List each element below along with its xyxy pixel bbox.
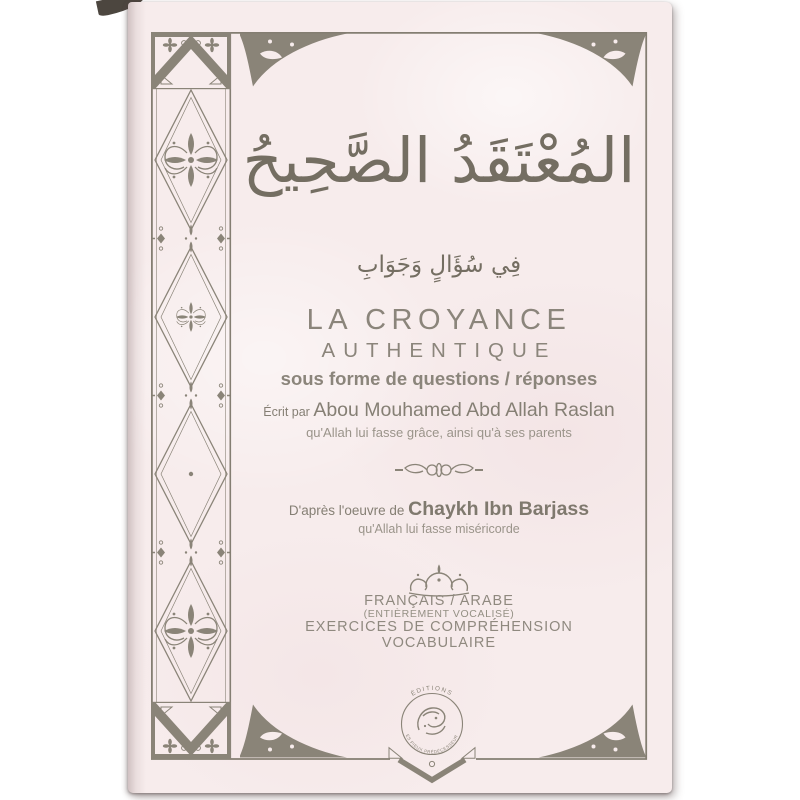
book-cover	[128, 2, 672, 793]
source-prefix: D'après l'oeuvre de	[288, 503, 409, 518]
source-line	[231, 498, 647, 521]
author-name: Abou Mouhamed Abd Allah Raslan	[313, 399, 615, 421]
author-prefix: Écrit par	[263, 405, 314, 419]
arabic-subtitle: فِي سُؤَالٍ وَجَوَابِ	[356, 252, 522, 278]
publisher-logo-top-text: ÉDITIONS	[409, 684, 455, 698]
arabic-title: المُعْتَقَدُ الصَّحِيحُ	[242, 124, 636, 197]
title-line-2: AUTHENTIQUE	[321, 339, 557, 362]
title-line-1: LA CROYANCE	[306, 304, 572, 336]
subtitle: sous forme de questions / réponses	[280, 368, 598, 389]
left-ornamental-band	[151, 32, 231, 759]
feature-vocalized: (ENTIÈREMENT VOCALISÉ)	[363, 608, 515, 620]
feature-exercises: EXERCICES DE COMPRÉHENSION	[305, 619, 573, 635]
author-line	[231, 399, 647, 422]
source-name: Chaykh Ibn Barjass	[408, 498, 590, 520]
author-blessing: qu'Allah lui fasse grâce, ainsi qu'à ses parents	[306, 425, 572, 440]
feature-languages: FRANÇAIS / ARABE	[364, 593, 514, 609]
source-blessing: qu'Allah lui fasse miséricorde	[358, 522, 520, 536]
publisher-logo-bottom-text: LES PIEUX PRÉDÉCESSEURS	[404, 720, 459, 755]
cover-text-block	[231, 2, 647, 793]
feature-vocabulary: VOCABULAIRE	[381, 635, 497, 651]
